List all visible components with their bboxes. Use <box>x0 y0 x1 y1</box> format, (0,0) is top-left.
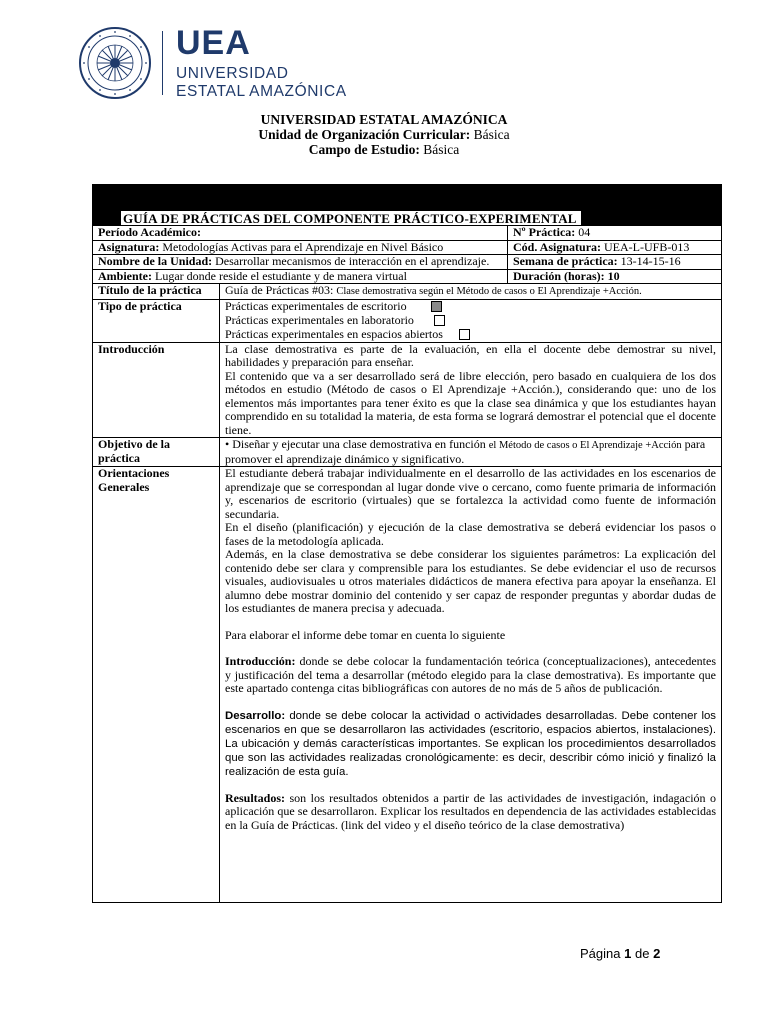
university-logo <box>78 25 347 100</box>
orient-paragraph-3: Además, en la clase demostrativa se debe considerar los siguientes parámetros: La explicación del contenido debe ser clara y comprensible para los estudiantes. Se debe evidenciar el uso de recursos visuales, audiovisuales u otros materiales didácticos de manera efectiva para apoyar la enseñanza. El alumno debe mostrar dominio del contenido y ser capaz de responder preguntas y abordar dudas de los estudiantes de manera precisa y adecuada. <box>225 547 716 615</box>
checkbox-empty-icon[interactable] <box>459 329 470 340</box>
orient-text <box>220 467 721 902</box>
row-ambiente <box>93 269 721 284</box>
duracion-value: 10 <box>607 268 620 283</box>
objetivo-part-c: para promover el aprendizaje dinámico y significativo. <box>225 437 706 466</box>
orient-resultados <box>225 792 716 833</box>
unidad-heading-label: Unidad de Organización Curricular: <box>258 127 471 142</box>
duracion-cell <box>508 270 721 284</box>
page-word: Página <box>580 946 621 961</box>
cod-value: UEA-L-UFB-013 <box>604 239 690 254</box>
orient-des-text: donde se debe colocar la actividad o actividades desarrolladas. Debe contener los escenarios en que se desarrollaron las actividades (escritorio, espacios abiertos, instalaciones). La ubicación y demás características importantes. Se explican los procedimientos desarrollados que son las actividades realizadas cronológicamente: es decir, describir cómo inició y finalizó la realización de esta guía. <box>225 709 717 778</box>
orient-des-label: Desarrollo: <box>225 709 286 722</box>
checkbox-checked-icon[interactable] <box>431 301 442 312</box>
objetivo-label: Objetivo de la práctica <box>93 438 220 466</box>
campo-heading <box>0 142 768 158</box>
intro-paragraph-1: La clase demostrativa es parte de la evaluación, en ella el docente debe demostrar su nivel, habilidades y preparación para enseñar. <box>225 341 716 369</box>
orient-paragraph-2: En el diseño (planificación) y ejecución de la clase demostrativa se deberá evidenciar los pasos o fases de la metodología aplicada. <box>225 520 716 548</box>
orient-intro-label: Introducción: <box>225 654 296 668</box>
row-introduccion <box>93 342 721 438</box>
tipo-option-label: Prácticas experimentales en espacios abiertos <box>225 326 443 341</box>
tipo-option-label: Prácticas experimentales en laboratorio <box>225 312 414 327</box>
page-total: 2 <box>653 946 661 961</box>
intro-label: Introducción <box>93 343 220 438</box>
unidad-heading <box>0 127 768 143</box>
ambiente-cell <box>93 270 508 284</box>
orient-res-text: son los resultados obtenidos a partir de las actividades de investigación, indagación o aplicación que se desarrollaron. Explicar los resultados en dependencia de las actividades establecidas en la Guía de Prácticas. (link del video y el diseño teórico de la clase demostrativa) <box>225 790 716 832</box>
practice-guide-table <box>92 184 722 903</box>
document-title: UNIVERSIDAD ESTATAL AMAZÓNICA <box>260 112 508 127</box>
row-tipo <box>93 299 721 342</box>
tipo-label: Tipo de práctica <box>93 300 220 342</box>
page-of: de <box>634 946 650 961</box>
logo-divider <box>162 31 163 95</box>
row-periodo <box>93 225 721 240</box>
asignatura-value: Metodologías Activas para el Aprendizaje en Nivel Básico <box>162 239 444 254</box>
logo-abbreviation: UEA <box>176 24 251 62</box>
row-objetivo <box>93 437 721 466</box>
practica-number <box>508 226 721 240</box>
row-orientaciones <box>93 466 721 902</box>
table-banner <box>93 185 721 225</box>
duracion-label: Duración (horas): <box>513 268 605 283</box>
checkbox-empty-icon[interactable] <box>434 315 445 326</box>
logo-text <box>176 26 347 99</box>
intro-paragraph-2: El contenido que va a ser desarrollado será de libre elección, pero basado en cualquiera de los dos métodos en estudio (Método de casos o El Aprendizaje +Acción.), considerando que: uno de los elementos más importantes para tener éxito es que la clase sea dinámica y que los estudiantes hayan comprendido en su totalidad la materia, de esta forma se logrará demostrar el potencial que el docente tiene. <box>225 368 716 437</box>
page-current: 1 <box>624 946 632 961</box>
tipo-option-laboratorio <box>225 314 716 328</box>
semana-value: 13-14-15-16 <box>620 254 681 268</box>
row-asignatura <box>93 240 721 255</box>
banner-title: GUÍA DE PRÁCTICAS DEL COMPONENTE PRÁCTICO-EXPERIMENTAL <box>121 211 581 225</box>
orient-paragraph-4: Para elaborar el informe debe tomar en cuenta lo siguiente <box>225 627 506 642</box>
titulo-label: Título de la práctica <box>93 284 220 299</box>
orient-paragraph-1: El estudiante deberá trabajar individualmente en el desarrollo de las actividades en los escenarios de aprendizaje que se correspondan al lugar donde vive o cercano, como fuente primaria de información y, escenarios de escritorio (virtuales) que se fortalezca la actividad como fuente de información secundaria. <box>225 466 716 521</box>
unidad-heading-value: Básica <box>473 127 510 142</box>
objetivo-text <box>220 438 721 466</box>
periodo-label: Período Académico: <box>93 226 508 240</box>
orient-label: Orientaciones Generales <box>93 467 220 902</box>
cod-cell <box>508 241 721 255</box>
tipo-option-label: Prácticas experimentales de escritorio <box>225 298 407 313</box>
row-titulo <box>93 283 721 299</box>
intro-text <box>220 343 721 438</box>
orient-intro-text: donde se debe colocar la fundamentación teórica (conceptualizaciones), antecedentes y justificación del tema a desarrollar (método elegido para la clase demostrativa). Es importante que este apartado contenga citas bibliográficas con autores de no más de 5 años de publicación. <box>225 654 717 695</box>
orient-desarrollo <box>225 709 716 779</box>
orient-res-label: Resultados: <box>225 790 286 805</box>
semana-label: Semana de práctica: <box>513 254 618 268</box>
page-number <box>580 946 660 961</box>
tipo-option-espacios <box>225 328 716 342</box>
asignatura-cell <box>93 241 508 255</box>
unidad-label: Nombre de la Unidad: <box>98 254 213 268</box>
campo-heading-value: Básica <box>423 142 460 157</box>
practica-value: 04 <box>578 225 591 239</box>
ambiente-label: Ambiente: <box>98 268 152 283</box>
cod-label: Cód. Asignatura: <box>513 239 602 254</box>
logo-line-1: UNIVERSIDAD <box>176 65 289 82</box>
objetivo-part-a: • Diseñar y ejecutar una clase demostrativa en función <box>225 437 486 451</box>
semana-cell <box>508 255 721 269</box>
unidad-cell <box>93 255 508 269</box>
asignatura-label: Asignatura: <box>98 239 160 254</box>
tipo-options <box>220 300 721 342</box>
objetivo-part-b: el Método de casos o El Aprendizaje +Acción <box>488 440 682 451</box>
unidad-value: Desarrollar mecanismos de interacción en el aprendizaje. <box>215 254 490 268</box>
university-seal-icon <box>78 26 152 100</box>
tipo-option-escritorio <box>225 300 716 314</box>
campo-heading-label: Campo de Estudio: <box>308 142 420 157</box>
orient-introduccion <box>225 655 716 696</box>
titulo-cell <box>220 284 721 299</box>
titulo-value: Clase demostrativa según el Método de casos o El Aprendizaje +Acción. <box>336 286 642 297</box>
ambiente-value: Lugar donde reside el estudiante y de manera virtual <box>155 268 407 283</box>
logo-line-2: ESTATAL AMAZÓNICA <box>176 82 347 100</box>
practica-label: Nº Práctica: <box>513 225 576 239</box>
row-unidad <box>93 254 721 269</box>
titulo-prefix: Guía de Prácticas #03: <box>225 283 334 297</box>
